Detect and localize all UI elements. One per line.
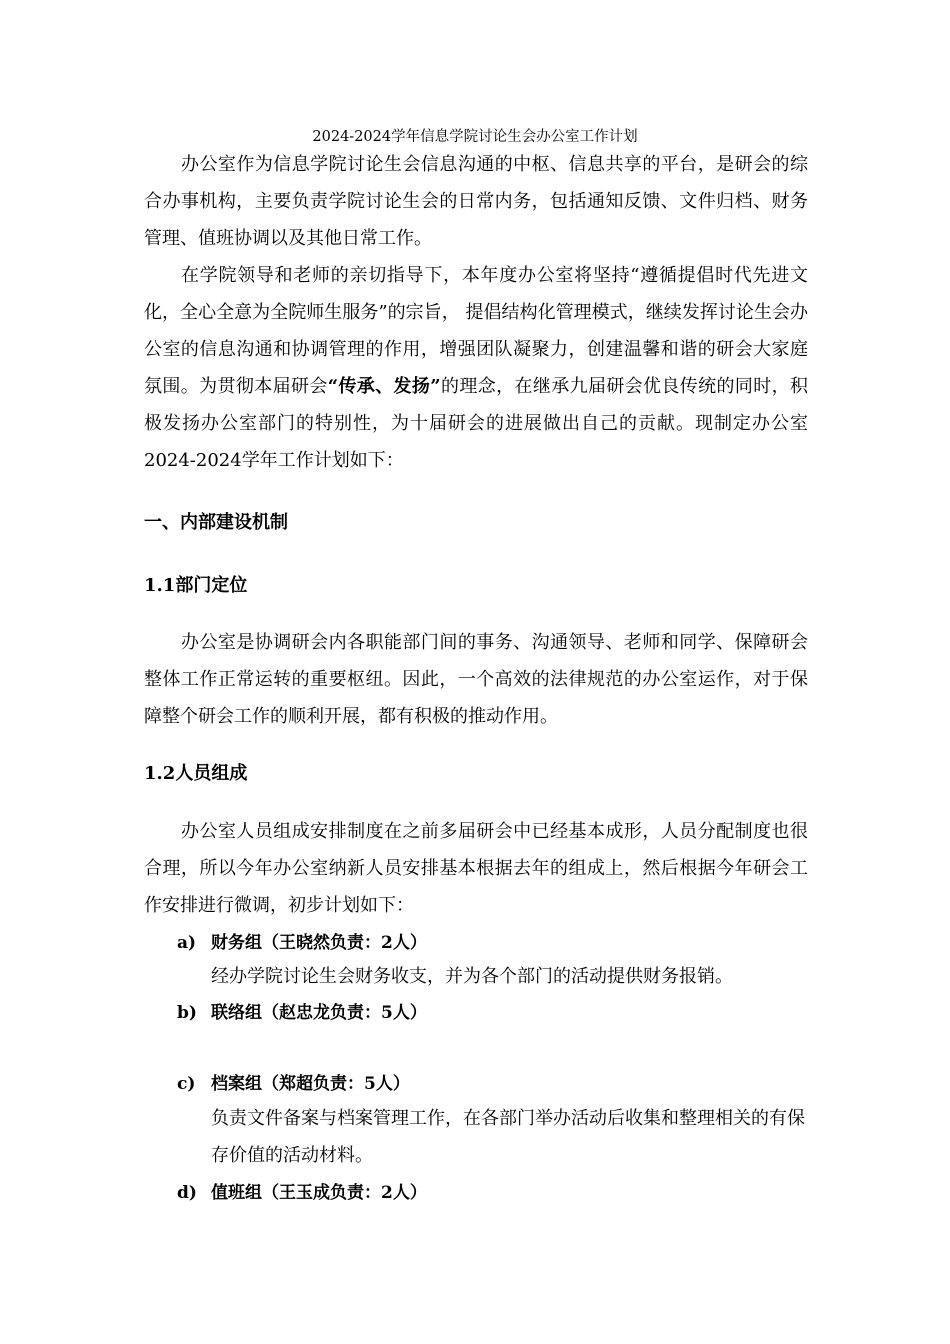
staffing-paragraph: 办公室人员组成安排制度在之前多届研会中已经基本成形，人员分配制度也很合理，所以今年办公室纳新人员安排基本根据去年的组成上，然后根据今年研会工作安排进行微调，初步计划如下： xyxy=(144,821,808,916)
subsection-heading-positioning: 1.1部门定位 xyxy=(144,575,248,596)
positioning-paragraph: 办公室是协调研会内各职能部门间的事务、沟通领导、老师和同学、保障研会整体工作正常运转的重要枢纽。因此，一个高效的法律规范的办公室运作，对于保障整个研会工作的顺利开展，都有积极的推动作用。 xyxy=(144,632,808,727)
guidance-text-part2: 的理念，在继承九届研会优良传统的同时，积极发扬办公室部门的特别性，为十届研会的进展做出自己的贡献。现制定办公室2024-2024学年工作计划如下： xyxy=(144,376,809,471)
document-title: 2024-2024学年信息学院讨论生会办公室工作计划 xyxy=(312,129,638,145)
subsection-heading-staffing: 1.2人员组成 xyxy=(144,763,248,784)
section-heading-internal-construction: 一、内部建设机制 xyxy=(144,512,288,533)
guidance-text-part1: 在学院领导和老师的亲切指导下，本年度办公室将坚持“遵循提倡时代先进文化，全心全意为全院师生服务”的宗旨， 提倡结构化管理模式，继续发挥讨论生会办公室的信息沟通和协调管理的作用，增强团队凝聚力，创建温馨和谐的研会大家庭氛围。为贯彻本届研会 xyxy=(144,265,808,397)
group-desc-finance: 经办学院讨论生会财务收支，并为各个部门的活动提供财务报销。 xyxy=(211,966,733,987)
guidance-paragraph xyxy=(144,257,808,479)
group-label: 值班组（王玉成负责：2人） xyxy=(211,1183,427,1203)
list-marker: c) xyxy=(177,1074,196,1094)
group-desc-archive: 负责文件备案与档案管理工作，在各部门举办活动后收集和整理相关的有保存价值的活动材料。 xyxy=(211,1108,805,1166)
group-label: 财务组（王晓然负责：2人） xyxy=(211,933,427,953)
list-marker: d) xyxy=(177,1183,197,1203)
guidance-emphasis: “传承、发扬” xyxy=(327,376,441,397)
group-label: 联络组（赵忠龙负责：5人） xyxy=(211,1003,427,1023)
group-label: 档案组（郑超负责：5人） xyxy=(211,1074,410,1094)
group-item-liaison xyxy=(177,998,427,1028)
list-marker: a) xyxy=(177,933,197,953)
list-marker: b) xyxy=(177,1003,197,1023)
group-item-archive xyxy=(177,1069,410,1099)
group-item-duty xyxy=(177,1178,427,1208)
intro-paragraph: 办公室作为信息学院讨论生会信息沟通的中枢、信息共享的平台，是研会的综合办事机构，主要负责学院讨论生会的日常内务，包括通知反馈、文件归档、财务管理、值班协调以及其他日常工作。 xyxy=(144,154,808,249)
group-item-finance xyxy=(177,928,427,958)
